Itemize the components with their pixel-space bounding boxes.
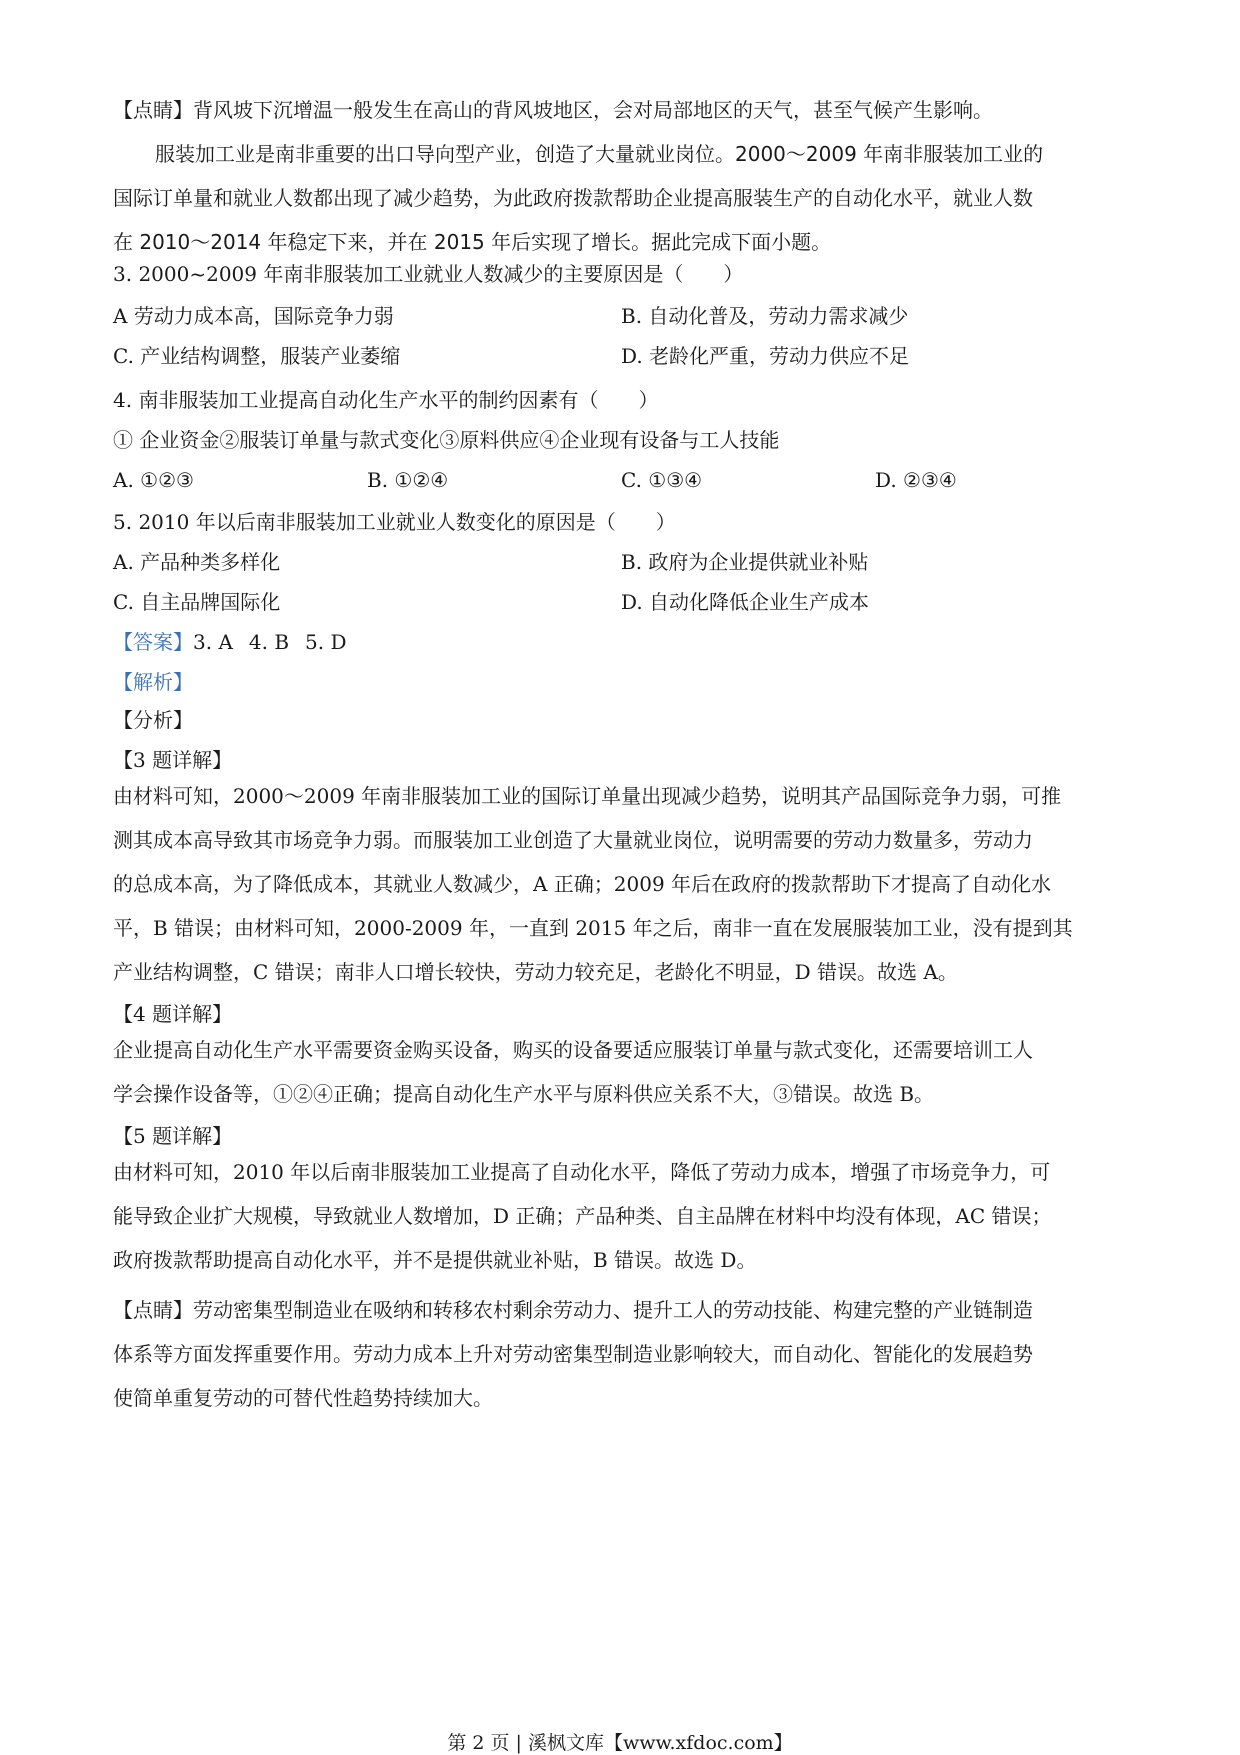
material-passage xyxy=(113,132,1043,264)
option-c: C. ①③④ xyxy=(621,468,703,492)
top-note-tag: 【点睛】 xyxy=(113,98,193,122)
page-footer: 第 2 页 | 溪枫文库【www.xfdoc.com】 xyxy=(447,1732,793,1754)
material-line: 在 2010～2014 年稳定下来，并在 2015 年后实现了增长。据此完成下面小题。 xyxy=(113,230,832,254)
dianjing-text: 劳动密集型制造业在吸纳和转移农村剩余劳动力、提升工人的劳动技能、构建完整的产业链制造 xyxy=(193,1298,1033,1322)
dianjing-note xyxy=(113,1288,1143,1420)
top-note xyxy=(113,96,993,124)
option-b: B. 政府为企业提供就业补贴 xyxy=(621,550,869,574)
answer-tag: 【答案】 xyxy=(113,630,193,654)
material-line: 国际订单量和就业人数都出现了减少趋势，为此政府拨款帮助企业提高服装生产的自动化水平，就业人数 xyxy=(113,186,1033,210)
q5-explanation xyxy=(113,1150,1143,1282)
question-stem: 4. 南非服装加工业提高自动化生产水平的制约因素有（ ） xyxy=(113,388,659,412)
q4-explanation xyxy=(113,1028,1143,1116)
explanation-line: 由材料可知，2000～2009 年南非服装加工业的国际订单量出现减少趋势，说明其产品国际竞争力弱，可推 xyxy=(113,784,1062,808)
option-c: C. 自主品牌国际化 xyxy=(113,590,281,614)
question-3 xyxy=(113,260,1143,370)
question-stem: 5. 2010 年以后南非服装加工业就业人数变化的原因是（ ） xyxy=(113,510,676,534)
q3-heading: 【3 题详解】 xyxy=(113,748,233,772)
explanation-line: 由材料可知，2010 年以后南非服装加工业提高了自动化水平，降低了劳动力成本，增强了市场竞争力，可 xyxy=(113,1160,1051,1184)
explanation-line: 平，B 错误；由材料可知，2000-2009 年，一直到 2015 年之后，南非一直在发展服装加工业，没有提到其 xyxy=(113,916,1073,940)
explanation-line: 学会操作设备等，①②④正确；提高自动化生产水平与原料供应关系不大，③错误。故选 B。 xyxy=(113,1082,935,1106)
explanation-line: 政府拨款帮助提高自动化水平，并不是提供就业补贴，B 错误。故选 D。 xyxy=(113,1248,757,1272)
q3-explanation xyxy=(113,774,1143,994)
answer-item: 4. B xyxy=(248,630,290,654)
question-stem: 3. 2000~2009 年南非服装加工业就业人数减少的主要原因是（ ） xyxy=(113,262,744,286)
option-a: A. ①②③ xyxy=(113,468,194,492)
q5-heading: 【5 题详解】 xyxy=(113,1124,233,1148)
explanation-line: 能导致企业扩大规模，导致就业人数增加，D 正确；产品种类、自主品牌在材料中均没有体现，AC 错误； xyxy=(113,1204,1052,1228)
dianjing-line xyxy=(113,1288,1143,1332)
option-d: D. ②③④ xyxy=(875,468,957,492)
option-b: B. 自动化普及，劳动力需求减少 xyxy=(621,304,909,328)
answer-item: 3. A xyxy=(193,630,233,654)
option-a: A 劳动力成本高，国际竞争力弱 xyxy=(113,304,394,328)
option-d: D. 老龄化严重，劳动力供应不足 xyxy=(621,344,910,368)
option-c: C. 产业结构调整，服装产业萎缩 xyxy=(113,344,401,368)
top-note-text: 背风坡下沉增温一般发生在高山的背风坡地区，会对局部地区的天气，甚至气候产生影响。 xyxy=(193,98,993,122)
question-items: ① 企业资金②服装订单量与款式变化③原料供应④企业现有设备与工人技能 xyxy=(113,428,780,452)
fenxi-heading: 【分析】 xyxy=(113,708,193,732)
analysis-tag: 【解析】 xyxy=(113,670,193,694)
answer-line xyxy=(113,628,347,656)
option-a: A. 产品种类多样化 xyxy=(113,550,281,574)
material-line: 服装加工业是南非重要的出口导向型产业，创造了大量就业岗位。2000～2009 年南非服装加工业的 xyxy=(155,142,1044,166)
dianjing-line: 体系等方面发挥重要作用。劳动力成本上升对劳动密集型制造业影响较大，而自动化、智能化的发展趋势 xyxy=(113,1342,1033,1366)
question-5 xyxy=(113,508,1143,616)
option-d: D. 自动化降低企业生产成本 xyxy=(621,590,870,614)
dianjing-tag: 【点睛】 xyxy=(113,1298,193,1322)
explanation-line: 测其成本高导致其市场竞争力弱。而服装加工业创造了大量就业岗位，说明需要的劳动力数量多，劳动力 xyxy=(113,828,1033,852)
question-4 xyxy=(113,386,1143,494)
dianjing-line: 使简单重复劳动的可替代性趋势持续加大。 xyxy=(113,1386,493,1410)
explanation-line: 的总成本高，为了降低成本，其就业人数减少，A 正确；2009 年后在政府的拨款帮助下才提高了自动化水 xyxy=(113,872,1052,896)
q4-heading: 【4 题详解】 xyxy=(113,1002,233,1026)
option-b: B. ①②④ xyxy=(367,468,449,492)
explanation-line: 企业提高自动化生产水平需要资金购买设备，购买的设备要适应服装订单量与款式变化，还需要培训工人 xyxy=(113,1038,1033,1062)
answer-item: 5. D xyxy=(305,630,347,654)
explanation-line: 产业结构调整，C 错误；南非人口增长较快，劳动力较充足，老龄化不明显，D 错误。故选 A。 xyxy=(113,960,958,984)
